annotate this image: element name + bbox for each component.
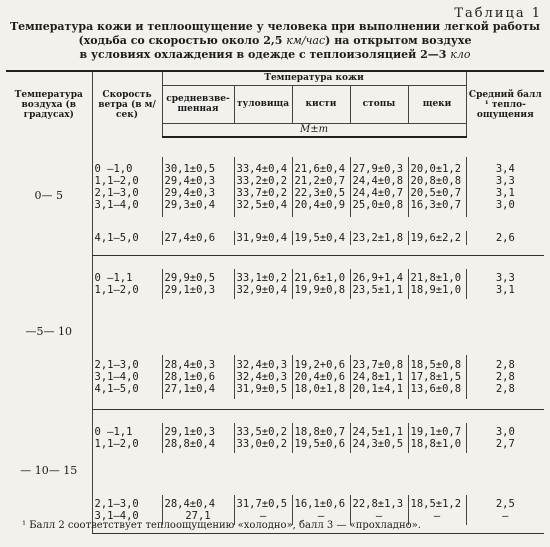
- score-cell: [466, 269, 544, 299]
- feet-cell: [350, 355, 408, 399]
- air-temp-cell: — 10— 15: [20, 464, 78, 477]
- value: 24,3±0,5: [352, 438, 404, 450]
- value: 28,4±0,4: [164, 498, 216, 510]
- feet-cell: 23,2±1,8: [350, 231, 408, 245]
- torso-cell: [234, 157, 292, 217]
- value: 20,0±1,2: [410, 163, 462, 175]
- torso-cell: [234, 355, 292, 399]
- value: 29,1±0,3: [164, 426, 216, 438]
- air-temp-cell: 0— 5: [34, 189, 63, 202]
- value: 2,8: [495, 383, 515, 395]
- value: 0 —1,0: [94, 163, 133, 175]
- value: 21,6±0,4: [294, 163, 346, 175]
- wind-cell: [92, 355, 162, 399]
- cheeks-cell: [408, 355, 466, 399]
- footnote: ¹ Балл 2 соответствует теплоощущению «холодно», балл 3 — «прохладно».: [22, 520, 421, 531]
- value: 27,9±0,3: [352, 163, 404, 175]
- value: 21,6±1,0: [294, 272, 346, 284]
- mean-cell: [162, 423, 234, 453]
- value: 29,1±0,3: [164, 284, 216, 296]
- wind-cell: [92, 269, 162, 299]
- value: 29,3±0,4: [164, 199, 216, 211]
- value: 33,7±0,2: [236, 187, 288, 199]
- value: 3,0: [495, 199, 515, 211]
- value: 24,5±1,1: [352, 426, 404, 438]
- value: 33,1±0,2: [236, 272, 288, 284]
- header-torso: туловища: [234, 85, 292, 123]
- value: 32,9±0,4: [236, 284, 288, 296]
- header-skin-temp: Температура кожи: [162, 71, 466, 85]
- value: 3,1—4,0: [94, 199, 139, 211]
- value: 3,1—4,0: [94, 510, 139, 522]
- value: 18,5±1,2: [410, 498, 462, 510]
- table-title: [0, 20, 550, 62]
- feet-cell: [350, 269, 408, 299]
- value: 2,8: [495, 359, 515, 371]
- value: 16,3±0,7: [410, 199, 462, 211]
- title-speed-unit: км/час: [286, 34, 326, 47]
- hands-cell: [292, 269, 350, 299]
- value: 0 —1,1: [94, 272, 133, 284]
- header-avg-score: Средний балл ¹ тепло-ощущения: [466, 71, 544, 137]
- value: 17,8±1,5: [410, 371, 462, 383]
- score-cell: [466, 495, 544, 525]
- value: 23,7±0,8: [352, 359, 404, 371]
- value: 13,6±0,8: [410, 383, 462, 395]
- value: 16,1±0,6: [294, 498, 346, 510]
- header-mean-weighted: средневзве-шенная: [162, 85, 234, 123]
- value: 20,4±0,9: [294, 199, 346, 211]
- cheeks-cell: [408, 423, 466, 453]
- value: 32,4±0,3: [236, 371, 288, 383]
- value: 3,3: [495, 272, 515, 284]
- value: 19,1±0,7: [410, 426, 462, 438]
- value: 31,9±0,5: [236, 383, 288, 395]
- value: 33,2±0,2: [236, 175, 288, 187]
- hands-cell: [292, 157, 350, 217]
- wind-cell: [92, 423, 162, 453]
- value: —: [433, 510, 441, 522]
- value: 28,1±0,6: [164, 371, 216, 383]
- value: 3,1—4,0: [94, 371, 139, 383]
- torso-cell: [234, 269, 292, 299]
- value: 20,5±0,7: [410, 187, 462, 199]
- value: 4,1—5,0: [94, 383, 139, 395]
- value: 28,8±0,4: [164, 438, 216, 450]
- value: 19,5±0,6: [294, 438, 346, 450]
- value: 3,0: [495, 426, 515, 438]
- value: —: [259, 510, 267, 522]
- value: 3,1: [495, 187, 515, 199]
- mean-cell: [162, 157, 234, 217]
- value: 24,8±1,1: [352, 371, 404, 383]
- header-units: M±m: [162, 123, 466, 137]
- table-number-label: Таблица 1: [454, 6, 542, 21]
- value: 19,9±0,8: [294, 284, 346, 296]
- value: 2,1—3,0: [94, 498, 139, 510]
- value: 32,5±0,4: [236, 199, 288, 211]
- value: 3,1: [495, 284, 515, 296]
- score-cell: [466, 157, 544, 217]
- value: 25,0±0,8: [352, 199, 404, 211]
- air-temp-cell: —5— 10: [25, 325, 72, 338]
- value: 18,9±1,0: [410, 284, 462, 296]
- title-line-2-text: (ходьба со скоростью около 2,5: [78, 34, 287, 47]
- value: 18,8±0,7: [294, 426, 346, 438]
- value: 29,4±0,3: [164, 187, 216, 199]
- feet-cell: [350, 157, 408, 217]
- cheeks-cell: [408, 157, 466, 217]
- feet-cell: [350, 423, 408, 453]
- value: 24,4±0,8: [352, 175, 404, 187]
- value: 20,1±4,1: [352, 383, 404, 395]
- value: —: [502, 510, 509, 522]
- mean-cell: 27,4±0,6: [162, 231, 234, 245]
- title-clo-unit: кло: [450, 48, 471, 61]
- header-air-temp: Температура воздуха (в градусах): [6, 71, 92, 137]
- header-cheeks: щеки: [408, 85, 466, 123]
- value: 24,4±0,7: [352, 187, 404, 199]
- value: —: [317, 510, 325, 522]
- value: 22,8±1,3: [352, 498, 404, 510]
- title-line-2: [0, 34, 550, 48]
- header-hands: кисти: [292, 85, 350, 123]
- value: 3,4: [495, 163, 515, 175]
- mean-cell: [162, 355, 234, 399]
- value: 33,5±0,2: [236, 426, 288, 438]
- hands-cell: 19,5±0,4: [292, 231, 350, 245]
- value: 28,4±0,3: [164, 359, 216, 371]
- score-cell: 2,6: [466, 231, 544, 245]
- value: 1,1—2,0: [94, 438, 139, 450]
- title-line-3: [0, 48, 550, 62]
- title-line-1: Температура кожи и теплоощущение у человека при выполнении легкой работы: [9, 20, 541, 33]
- value: 0 —1,1: [94, 426, 133, 438]
- score-cell: [466, 355, 544, 399]
- torso-cell: [234, 423, 292, 453]
- value: 2,8: [495, 371, 515, 383]
- hands-cell: [292, 423, 350, 453]
- cheeks-cell: [408, 269, 466, 299]
- value: 29,9±0,5: [164, 272, 216, 284]
- wind-cell: [92, 157, 162, 217]
- value: 3,3: [495, 175, 515, 187]
- value: 33,4±0,4: [236, 163, 288, 175]
- value: 26,9+1,4: [352, 272, 404, 284]
- value: 27,1: [185, 510, 211, 522]
- value: —: [375, 510, 383, 522]
- value: 2,5: [495, 498, 515, 510]
- header-feet: стопы: [350, 85, 408, 123]
- value: 22,3±0,5: [294, 187, 346, 199]
- value: 19,2+0,6: [294, 359, 346, 371]
- data-table: [6, 70, 544, 534]
- header-wind-speed: Скорость ветра (в м/сек): [92, 71, 162, 137]
- value: 20,4±0,6: [294, 371, 346, 383]
- value: 21,2±0,7: [294, 175, 346, 187]
- score-cell: [466, 423, 544, 453]
- value: 2,1—3,0: [94, 359, 139, 371]
- value: 30,1±0,5: [164, 163, 216, 175]
- value: 18,8±1,0: [410, 438, 462, 450]
- value: 18,5±0,8: [410, 359, 462, 371]
- value: 32,4±0,3: [236, 359, 288, 371]
- title-line-2-end: ) на открытом воздухе: [325, 34, 472, 47]
- wind-cell: 4,1—5,0: [92, 231, 162, 245]
- cheeks-cell: 19,6±2,2: [408, 231, 466, 245]
- value: 21,8±1,0: [410, 272, 462, 284]
- value: 1,1—2,0: [94, 284, 139, 296]
- torso-cell: 31,9±0,4: [234, 231, 292, 245]
- value: 29,4±0,3: [164, 175, 216, 187]
- value: 23,5±1,1: [352, 284, 404, 296]
- table-body: [6, 137, 544, 533]
- mean-cell: [162, 269, 234, 299]
- title-line-3-text: в условиях охлаждения в одежде с теплоизоляцией 2—3: [79, 48, 451, 61]
- value: 31,7±0,5: [236, 498, 288, 510]
- value: 2,1—3,0: [94, 187, 139, 199]
- value: 27,1±0,4: [164, 383, 216, 395]
- value: 2,7: [495, 438, 515, 450]
- value: 20,8±0,8: [410, 175, 462, 187]
- value: 1,1—2,0: [94, 175, 139, 187]
- value: 33,0±0,2: [236, 438, 288, 450]
- hands-cell: [292, 355, 350, 399]
- value: 18,0±1,8: [294, 383, 346, 395]
